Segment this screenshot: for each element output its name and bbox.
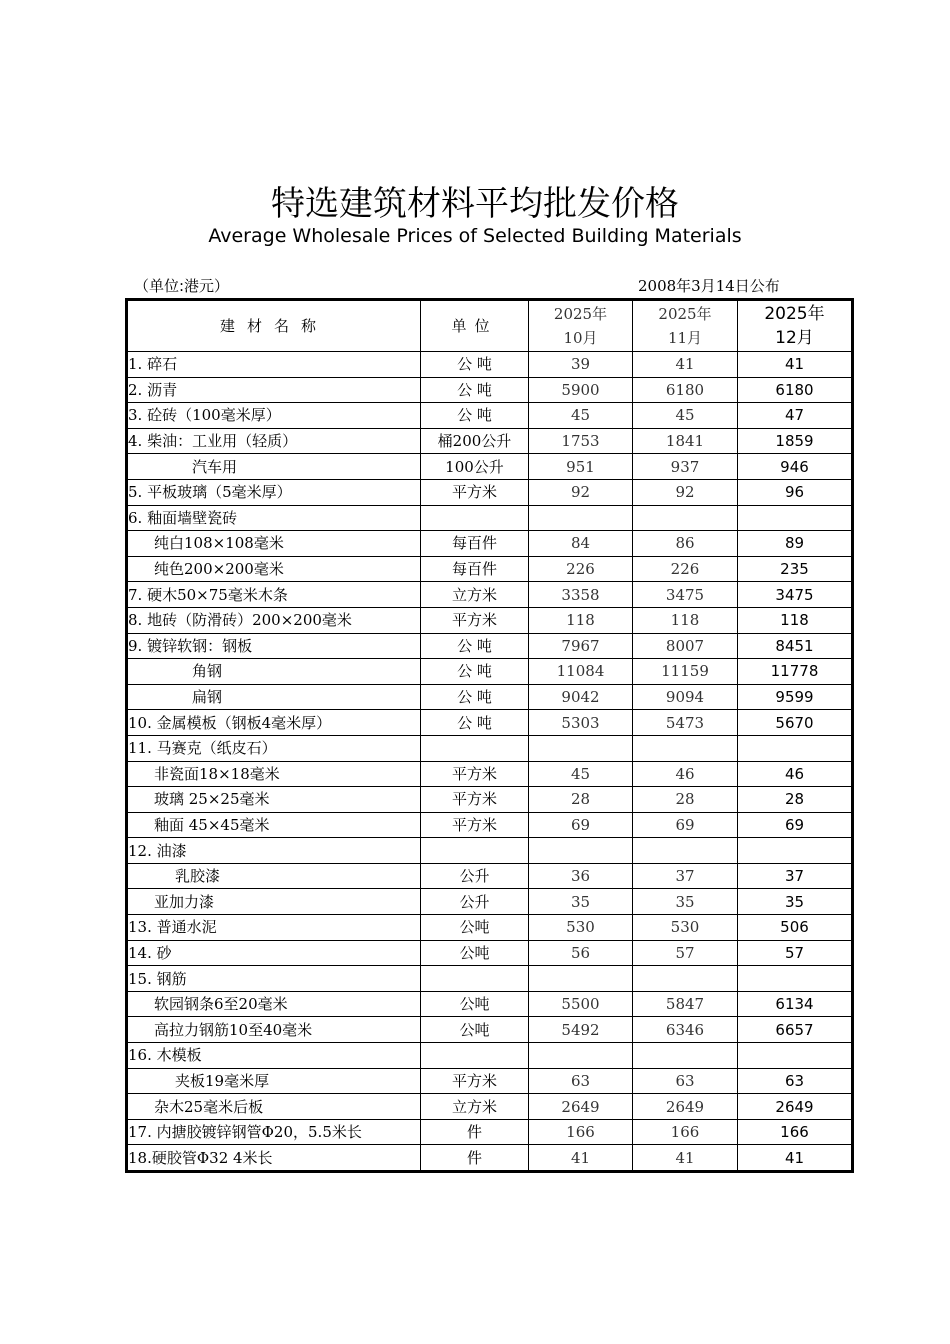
material-name-cell: 角钢 <box>127 659 421 685</box>
table-row <box>127 1017 853 1043</box>
price-oct-cell: 84 <box>529 531 633 557</box>
material-name-cell: 2. 沥青 <box>127 377 421 403</box>
price-nov-cell: 8007 <box>633 633 738 659</box>
price-oct-cell: 9042 <box>529 684 633 710</box>
price-oct-cell: 7967 <box>529 633 633 659</box>
page-subtitle: Average Wholesale Prices of Selected Building Materials <box>208 225 742 247</box>
price-nov-cell: 2649 <box>633 1094 738 1120</box>
material-name-cell: 1. 碎石 <box>127 352 421 378</box>
unit-cell: 公 吨 <box>421 659 529 685</box>
price-dec-cell: 6180 <box>738 377 853 403</box>
header-month: 11月 <box>667 329 703 347</box>
price-dec-cell: 41 <box>738 352 853 378</box>
price-dec-cell: 2649 <box>738 1094 853 1120</box>
price-oct-cell: 39 <box>529 352 633 378</box>
table-row <box>127 940 853 966</box>
price-nov-cell: 5847 <box>633 991 738 1017</box>
price-dec-cell: 89 <box>738 531 853 557</box>
price-dec-cell: 6657 <box>738 1017 853 1043</box>
table-row <box>127 531 853 557</box>
material-name-cell: 16. 木模板 <box>127 1043 421 1069</box>
price-dec-cell: 8451 <box>738 633 853 659</box>
header-material-name: 建材名称 <box>127 300 421 352</box>
unit-cell: 平方米 <box>421 812 529 838</box>
table-row <box>127 812 853 838</box>
table-row <box>127 403 853 429</box>
unit-cell <box>421 735 529 761</box>
unit-cell: 公吨 <box>421 1017 529 1043</box>
price-oct-cell: 530 <box>529 915 633 941</box>
price-oct-cell: 5303 <box>529 710 633 736</box>
header-month: 12月 <box>775 328 814 348</box>
material-name-cell: 15. 钢筋 <box>127 966 421 992</box>
price-nov-cell: 166 <box>633 1119 738 1145</box>
unit-cell: 平方米 <box>421 1068 529 1094</box>
price-dec-cell: 47 <box>738 403 853 429</box>
unit-cell <box>421 505 529 531</box>
material-name-cell: 3. 砼砖（100毫米厚） <box>127 403 421 429</box>
price-nov-cell: 35 <box>633 889 738 915</box>
price-oct-cell: 45 <box>529 403 633 429</box>
header-month: 10月 <box>563 329 598 347</box>
unit-cell <box>421 1043 529 1069</box>
unit-cell: 每百件 <box>421 556 529 582</box>
unit-cell: 平方米 <box>421 761 529 787</box>
unit-cell: 公吨 <box>421 991 529 1017</box>
table-row <box>127 633 853 659</box>
table-row <box>127 1094 853 1120</box>
unit-cell <box>421 966 529 992</box>
table-row <box>127 1145 853 1172</box>
material-name-cell: 10. 金属模板（钢板4毫米厚） <box>127 710 421 736</box>
unit-cell: 立方米 <box>421 1094 529 1120</box>
table-row <box>127 787 853 813</box>
material-name-cell: 7. 硬木50×75毫米木条 <box>127 582 421 608</box>
unit-cell: 件 <box>421 1119 529 1145</box>
material-name-cell: 12. 油漆 <box>127 838 421 864</box>
price-nov-cell <box>633 966 738 992</box>
material-name-cell: 高拉力钢筋10至40毫米 <box>127 1017 421 1043</box>
table-row <box>127 889 853 915</box>
material-name-cell: 18.硬胶管Φ32 4米长 <box>127 1145 421 1172</box>
price-nov-cell: 6346 <box>633 1017 738 1043</box>
table-row <box>127 761 853 787</box>
table-row <box>127 352 853 378</box>
price-dec-cell: 28 <box>738 787 853 813</box>
unit-cell: 平方米 <box>421 479 529 505</box>
price-nov-cell: 41 <box>633 1145 738 1172</box>
material-name-cell: 17. 内搪胶镀锌钢管Φ20，5.5米长 <box>127 1119 421 1145</box>
unit-cell: 平方米 <box>421 607 529 633</box>
price-oct-cell: 5492 <box>529 1017 633 1043</box>
price-nov-cell: 3475 <box>633 582 738 608</box>
price-nov-cell: 6180 <box>633 377 738 403</box>
price-dec-cell: 69 <box>738 812 853 838</box>
price-dec-cell: 41 <box>738 1145 853 1172</box>
price-oct-cell: 5900 <box>529 377 633 403</box>
price-dec-cell: 235 <box>738 556 853 582</box>
table-row <box>127 966 853 992</box>
price-oct-cell <box>529 1043 633 1069</box>
price-oct-cell: 35 <box>529 889 633 915</box>
price-table <box>125 298 854 1173</box>
table-row <box>127 1119 853 1145</box>
material-name-cell: 夹板19毫米厚 <box>127 1068 421 1094</box>
table-row <box>127 915 853 941</box>
price-dec-cell <box>738 505 853 531</box>
material-name-cell: 杂木25毫米后板 <box>127 1094 421 1120</box>
table-row <box>127 428 853 454</box>
price-oct-cell: 41 <box>529 1145 633 1172</box>
price-oct-cell <box>529 838 633 864</box>
price-nov-cell: 45 <box>633 403 738 429</box>
unit-cell: 立方米 <box>421 582 529 608</box>
price-oct-cell: 63 <box>529 1068 633 1094</box>
header-year: 2025年 <box>553 305 608 323</box>
unit-cell: 公 吨 <box>421 633 529 659</box>
price-oct-cell: 118 <box>529 607 633 633</box>
table-row <box>127 991 853 1017</box>
table-row <box>127 479 853 505</box>
table-row <box>127 582 853 608</box>
header-unit: 单位 <box>421 300 529 352</box>
material-name-cell: 汽车用 <box>127 454 421 480</box>
price-oct-cell: 69 <box>529 812 633 838</box>
price-dec-cell: 1859 <box>738 428 853 454</box>
price-dec-cell <box>738 838 853 864</box>
material-name-cell: 纯色200×200毫米 <box>127 556 421 582</box>
price-dec-cell: 3475 <box>738 582 853 608</box>
price-nov-cell: 46 <box>633 761 738 787</box>
price-nov-cell: 28 <box>633 787 738 813</box>
price-nov-cell <box>633 838 738 864</box>
price-dec-cell: 57 <box>738 940 853 966</box>
unit-cell: 公 吨 <box>421 352 529 378</box>
price-oct-cell: 1753 <box>529 428 633 454</box>
table-row <box>127 659 853 685</box>
table-row <box>127 1043 853 1069</box>
unit-cell: 公吨 <box>421 915 529 941</box>
header-month-oct <box>529 300 633 352</box>
table-row <box>127 735 853 761</box>
price-dec-cell: 11778 <box>738 659 853 685</box>
price-dec-cell: 5670 <box>738 710 853 736</box>
table-row <box>127 377 853 403</box>
table-row <box>127 454 853 480</box>
unit-cell: 公升 <box>421 889 529 915</box>
price-nov-cell: 37 <box>633 863 738 889</box>
header-month-nov <box>633 300 738 352</box>
price-dec-cell: 9599 <box>738 684 853 710</box>
price-oct-cell: 45 <box>529 761 633 787</box>
price-oct-cell: 2649 <box>529 1094 633 1120</box>
price-dec-cell <box>738 1043 853 1069</box>
price-dec-cell <box>738 966 853 992</box>
price-oct-cell: 5500 <box>529 991 633 1017</box>
unit-cell: 公 吨 <box>421 377 529 403</box>
price-nov-cell: 5473 <box>633 710 738 736</box>
price-dec-cell: 46 <box>738 761 853 787</box>
price-nov-cell <box>633 505 738 531</box>
material-name-cell: 纯白108×108毫米 <box>127 531 421 557</box>
price-nov-cell: 69 <box>633 812 738 838</box>
unit-label: （单位:港元） <box>134 277 230 295</box>
price-oct-cell <box>529 505 633 531</box>
price-dec-cell: 96 <box>738 479 853 505</box>
material-name-cell: 5. 平板玻璃（5毫米厚） <box>127 479 421 505</box>
price-nov-cell: 11159 <box>633 659 738 685</box>
price-oct-cell <box>529 735 633 761</box>
price-oct-cell <box>529 966 633 992</box>
page-title: 特选建筑材料平均批发价格 <box>271 184 679 224</box>
publish-date: 2008年3月14日公布 <box>638 277 780 295</box>
material-name-cell: 9. 镀锌软钢：钢板 <box>127 633 421 659</box>
price-dec-cell: 35 <box>738 889 853 915</box>
header-year: 2025年 <box>658 305 712 323</box>
table-row <box>127 684 853 710</box>
price-dec-cell <box>738 735 853 761</box>
material-name-cell: 6. 釉面墙壁瓷砖 <box>127 505 421 531</box>
material-name-cell: 4. 柴油：工业用（轻质） <box>127 428 421 454</box>
price-oct-cell: 3358 <box>529 582 633 608</box>
price-oct-cell: 951 <box>529 454 633 480</box>
price-oct-cell: 56 <box>529 940 633 966</box>
price-dec-cell: 166 <box>738 1119 853 1145</box>
price-nov-cell: 92 <box>633 479 738 505</box>
price-nov-cell: 937 <box>633 454 738 480</box>
material-name-cell: 13. 普通水泥 <box>127 915 421 941</box>
price-nov-cell: 226 <box>633 556 738 582</box>
price-nov-cell: 9094 <box>633 684 738 710</box>
price-dec-cell: 946 <box>738 454 853 480</box>
price-dec-cell: 63 <box>738 1068 853 1094</box>
price-nov-cell: 41 <box>633 352 738 378</box>
table-row <box>127 838 853 864</box>
table-row <box>127 863 853 889</box>
material-name-cell: 釉面 45×45毫米 <box>127 812 421 838</box>
price-oct-cell: 11084 <box>529 659 633 685</box>
header-year: 2025年 <box>764 304 825 324</box>
material-name-cell: 非瓷面18×18毫米 <box>127 761 421 787</box>
material-name-cell: 乳胶漆 <box>127 863 421 889</box>
header-month-dec <box>738 300 853 352</box>
table-row <box>127 607 853 633</box>
price-oct-cell: 36 <box>529 863 633 889</box>
price-dec-cell: 6134 <box>738 991 853 1017</box>
price-nov-cell: 118 <box>633 607 738 633</box>
unit-cell: 公 吨 <box>421 684 529 710</box>
table-row <box>127 1068 853 1094</box>
price-oct-cell: 92 <box>529 479 633 505</box>
unit-cell: 公 吨 <box>421 403 529 429</box>
price-oct-cell: 28 <box>529 787 633 813</box>
price-nov-cell <box>633 735 738 761</box>
unit-cell: 公吨 <box>421 940 529 966</box>
price-nov-cell: 1841 <box>633 428 738 454</box>
table-row <box>127 710 853 736</box>
price-oct-cell: 166 <box>529 1119 633 1145</box>
header-row <box>127 300 853 352</box>
material-name-cell: 软园钢条6至20毫米 <box>127 991 421 1017</box>
unit-cell: 每百件 <box>421 531 529 557</box>
unit-cell: 件 <box>421 1145 529 1172</box>
price-dec-cell: 506 <box>738 915 853 941</box>
material-name-cell: 玻璃 25×25毫米 <box>127 787 421 813</box>
price-oct-cell: 226 <box>529 556 633 582</box>
unit-cell: 100公升 <box>421 454 529 480</box>
price-nov-cell: 57 <box>633 940 738 966</box>
unit-cell: 桶200公升 <box>421 428 529 454</box>
price-nov-cell: 86 <box>633 531 738 557</box>
price-dec-cell: 118 <box>738 607 853 633</box>
price-nov-cell: 63 <box>633 1068 738 1094</box>
material-name-cell: 14. 砂 <box>127 940 421 966</box>
material-name-cell: 亚加力漆 <box>127 889 421 915</box>
table-row <box>127 505 853 531</box>
material-name-cell: 8. 地砖（防滑砖）200×200毫米 <box>127 607 421 633</box>
price-dec-cell: 37 <box>738 863 853 889</box>
price-nov-cell <box>633 1043 738 1069</box>
unit-cell: 公升 <box>421 863 529 889</box>
material-name-cell: 11. 马赛克（纸皮石） <box>127 735 421 761</box>
material-name-cell: 扁钢 <box>127 684 421 710</box>
unit-cell: 公 吨 <box>421 710 529 736</box>
table-row <box>127 556 853 582</box>
unit-cell <box>421 838 529 864</box>
price-nov-cell: 530 <box>633 915 738 941</box>
unit-cell: 平方米 <box>421 787 529 813</box>
